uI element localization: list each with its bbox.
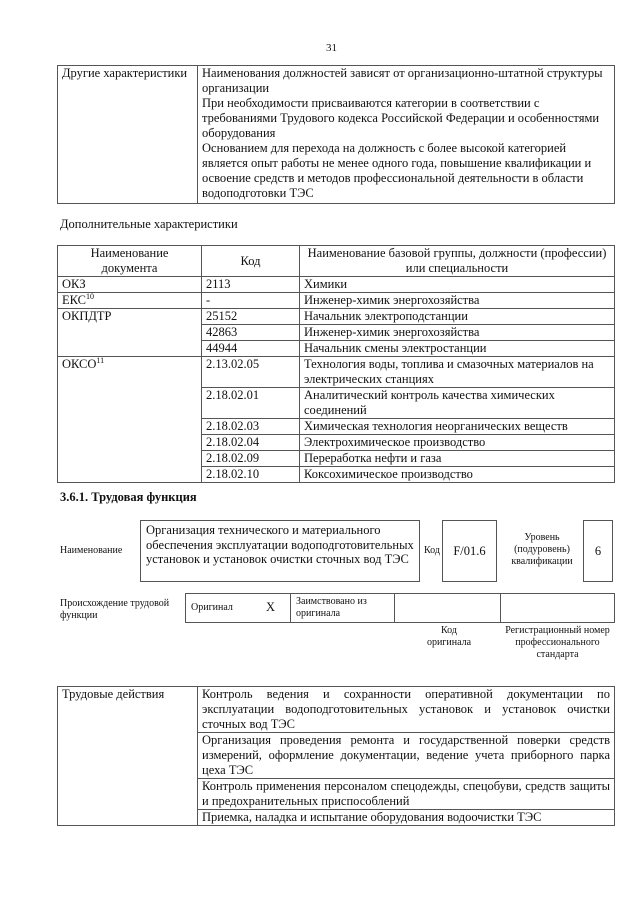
- level-label: Уровень (подуровень) квалификации: [511, 532, 573, 567]
- labor-action: Приемка, наладка и испытание оборудования водоочистки ТЭС: [198, 810, 615, 826]
- orig-code-label: Код оригинала: [426, 625, 472, 648]
- paragraph: Основанием для перехода на должность с более высокой категорией является опыт работы не менее одного года, повышение квалификации и освоение средств и методов профессиональной деятельности в области водоподготовки ТЭС: [202, 141, 592, 200]
- name-cell: Химическая технология неорганических веществ: [300, 419, 615, 435]
- function-name-value: Организация технического и материального обеспечения эксплуатации водоподготовительных установок и установок очистки сточных вод ТЭС: [140, 520, 420, 582]
- code-cell: 2.18.02.10: [202, 467, 300, 483]
- name-cell: Коксохимическое производство: [300, 467, 615, 483]
- code-cell: 2.18.02.04: [202, 435, 300, 451]
- name-cell: Начальник электроподстанции: [300, 309, 615, 325]
- reg-number-label: Регистрационный номер профессионального стандарта: [505, 625, 610, 660]
- doc-name: ОКПДТР: [62, 309, 112, 323]
- doc-name: ЕКС: [62, 293, 86, 307]
- other-characteristics-table: [57, 65, 615, 204]
- footnote-ref: 10: [86, 291, 94, 301]
- paragraph: При необходимости присваиваются категории в соответствии с требованиями Трудового кодекса Российской Федерации и особенностями оборудования: [202, 96, 600, 140]
- code-cell: 44944: [202, 341, 300, 357]
- table-row: [58, 357, 615, 388]
- code-cell: 25152: [202, 309, 300, 325]
- additional-title: Дополнительные характеристики: [60, 217, 238, 231]
- name-label: Наименование: [60, 545, 123, 556]
- function-heading: 3.6.1. Трудовая функция: [60, 490, 197, 504]
- header-doc: Наименование документа: [58, 246, 202, 277]
- doc-name: ОКСО: [62, 357, 97, 371]
- paragraph: Наименования должностей зависят от организационно-штатной структуры организации: [202, 66, 603, 95]
- name-cell: Инженер-химик энергохозяйства: [300, 325, 615, 341]
- borrowed-label: Заимствовано из оригинала: [296, 596, 367, 619]
- name-cell: Технология воды, топлива и смазочных материалов на электрических станциях: [300, 357, 615, 388]
- code-cell: 2.18.02.09: [202, 451, 300, 467]
- header-code: Код: [202, 246, 300, 277]
- footnote-ref: 11: [96, 355, 105, 365]
- labor-action: Организация проведения ремонта и государственной поверки средств измерений, оформление документации, ведение учета приборного парка цеха ТЭС: [198, 733, 615, 779]
- code-cell: 2113: [202, 277, 300, 293]
- doc-name: ОКЗ: [62, 277, 86, 291]
- doc-cell: [58, 357, 202, 483]
- table-row: [58, 293, 615, 309]
- page-number: 31: [326, 42, 337, 54]
- labor-actions-label: Трудовые действия: [58, 687, 198, 826]
- code-cell: 2.18.02.03: [202, 419, 300, 435]
- name-cell: Химики: [300, 277, 615, 293]
- original-mark: X: [266, 600, 276, 614]
- origin-label: Происхождение трудовой функции: [60, 598, 170, 621]
- level-value: 6: [583, 520, 613, 582]
- code-cell: 2.18.02.01: [202, 388, 300, 419]
- labor-actions-table: [57, 686, 615, 826]
- labor-action: Контроль ведения и сохранности оперативной документации по эксплуатации водоподготовительных установок и установок очистки сточных вод ТЭС: [198, 687, 615, 733]
- code-cell: 42863: [202, 325, 300, 341]
- original-label: Оригинал: [191, 602, 233, 613]
- doc-cell: [58, 309, 202, 357]
- name-cell: Аналитический контроль качества химических соединений: [300, 388, 615, 419]
- doc-cell: [58, 293, 202, 309]
- code-label: Код: [424, 545, 440, 556]
- function-code-value: F/01.6: [442, 520, 497, 582]
- name-cell: Переработка нефти и газа: [300, 451, 615, 467]
- additional-table: [57, 245, 615, 483]
- table-row: [58, 309, 615, 325]
- header-name: Наименование базовой группы, должности (профессии) или специальности: [300, 246, 615, 277]
- other-characteristics-label: Другие характеристики: [58, 66, 198, 204]
- name-cell: Электрохимическое производство: [300, 435, 615, 451]
- labor-action: Контроль применения персоналом спецодежды, спецобуви, средств защиты и предохранительных приспособлений: [198, 779, 615, 810]
- name-cell: Начальник смены электростанции: [300, 341, 615, 357]
- table-row: [58, 277, 615, 293]
- code-cell: 2.13.02.05: [202, 357, 300, 388]
- code-cell: -: [202, 293, 300, 309]
- doc-cell: [58, 277, 202, 293]
- name-cell: Инженер-химик энергохозяйства: [300, 293, 615, 309]
